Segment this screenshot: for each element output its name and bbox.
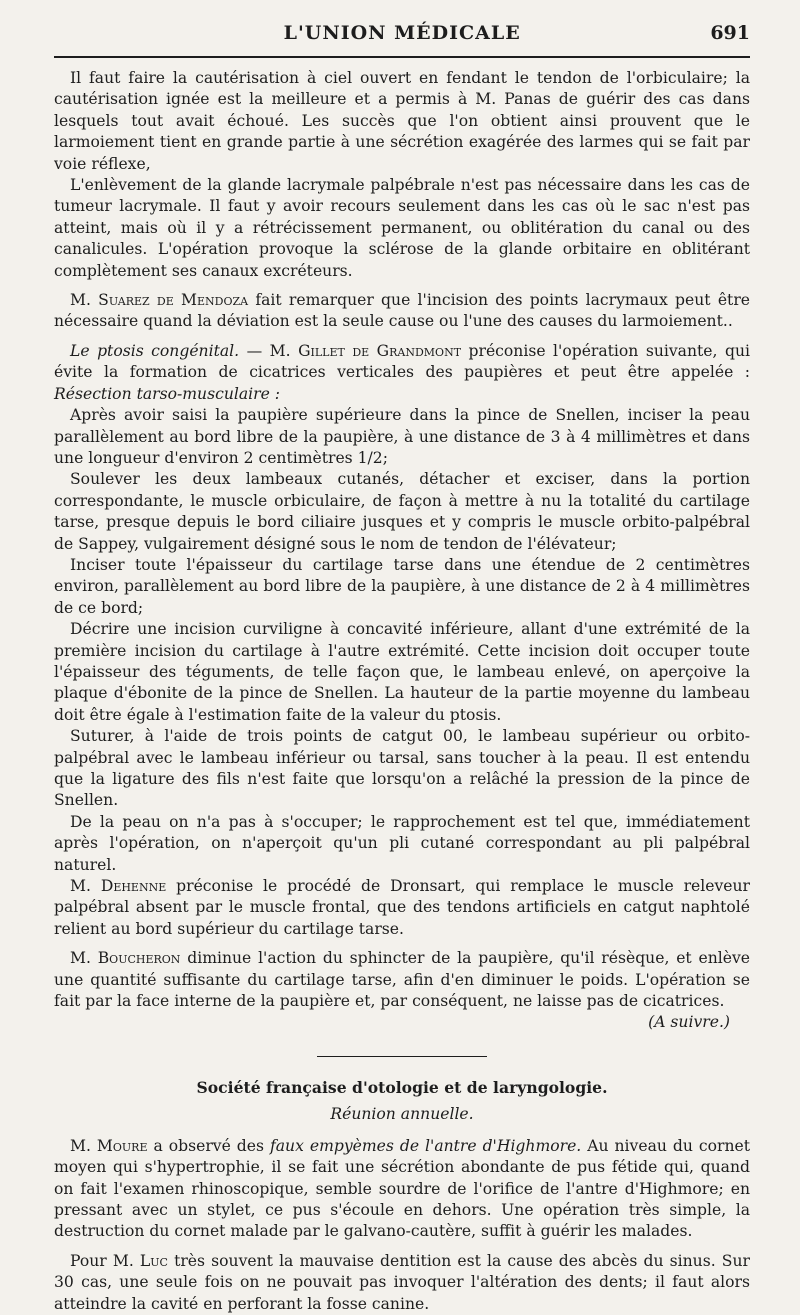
text: diminue l'action du sphincter de la paupière, qu'il résèque, et enlève une quantité suffisante du cartilage tarse, afin d'en diminuer le poids. L'opération se fait par la face interne de la paupière et, par conséquent, ne laisse pas de cicatrices. bbox=[54, 949, 750, 1011]
speaker-name: Luc bbox=[139, 1251, 168, 1270]
speaker-name: Moure bbox=[96, 1136, 148, 1155]
journal-title: L'UNION MÉDICALE bbox=[283, 22, 521, 44]
paragraph: Il faut faire la cautérisation à ciel ouvert en fendant le tendon de l'orbiculaire; la cautérisation ignée est la meilleure et a permis à M. Panas de guérir des cas dans lesquels tout avait échoué. Les succès que l'on obtient ainsi prouvent que le larmoiement tient en grande partie à une sécrétion exagérée des larmes qui se fait par voie réflexe, bbox=[54, 69, 750, 173]
paragraph: Suturer, à l'aide de trois points de catgut 00, le lambeau supérieur ou orbito-palpébral avec le lambeau inférieur ou tarsal, sans toucher à la peau. Il est entendu que la ligature des fils n'est faite que lorsqu'on a relâché la pression de la pince de Snellen. bbox=[54, 727, 750, 810]
paragraph bbox=[54, 341, 750, 405]
text: Pour M. bbox=[70, 1251, 140, 1270]
text: Au niveau du cornet moyen qui s'hypertrophie, il se fait une sécrétion abondante de pus fétide qui, quand on fait l'examen rhinoscopique, semble sourdre de l'orifice de l'antre d'Highmore; en pressant avec un stylet, ce pus s'écoule en dehors. Une opération très simple, la destruction du cornet malade par le galvano-cautère, suffit à guérir les malades. bbox=[54, 1136, 750, 1241]
text: très souvent la mauvaise dentition est la cause des abcès du sinus. Sur 30 cas, une seule fois on ne pouvait pas invoquer l'altération des dents; il faut alors atteindre la cavité en perforant la fosse canine. bbox=[54, 1251, 750, 1313]
paragraph bbox=[54, 1136, 750, 1243]
paragraph bbox=[54, 290, 750, 333]
text: M. bbox=[70, 1136, 97, 1155]
paragraph bbox=[54, 948, 750, 1012]
speaker-name: Suarez de Mendoza bbox=[98, 291, 249, 310]
topic-term: faux empyèmes de l'antre d'Highmore. bbox=[269, 1136, 582, 1155]
text: M. bbox=[70, 291, 99, 310]
text: M. bbox=[70, 949, 98, 968]
text: a observé des bbox=[147, 1136, 270, 1155]
continued-note: (A suivre.) bbox=[648, 1013, 730, 1032]
text: M. bbox=[70, 877, 101, 896]
text: préconise le procédé de Dronsart, qui remplace le muscle releveur palpébral absent par le muscle frontal, que des tendons artificiels en catgut naphtolé relient au bord supérieur du cartilage tarse. bbox=[54, 877, 750, 938]
header-rule bbox=[54, 56, 750, 58]
paragraph bbox=[54, 876, 750, 940]
running-header bbox=[54, 22, 750, 56]
paragraph: Soulever les deux lambeaux cutanés, détacher et exciser, dans la portion correspondante, le muscle orbiculaire, de façon à mettre à nu la totalité du cartilage tarse, presque depuis le bord ciliaire jusques et y compris le muscle orbito-palpébral de Sappey, vulgairement désigné sous le nom de tendon de l'élévateur; bbox=[54, 470, 750, 553]
page-number: 691 bbox=[710, 22, 750, 44]
text: fait remarquer que l'incision des points lacrymaux peut être nécessaire quand la déviation est la seule cause ou l'une des causes du larmoiement.. bbox=[54, 291, 750, 331]
speaker-name: Gillet de Grandmont bbox=[298, 341, 462, 360]
procedure-term: Résection tarso-musculaire : bbox=[54, 384, 281, 403]
paragraph: L'enlèvement de la glande lacrymale palpébrale n'est pas nécessaire dans les cas de tumeur lacrymale. Il faut y avoir recours seulement dans les cas où le sac n'est pas atteint, mais où il y a rétrécissement permanent, ou oblitération du canal ou des canalicules. L'opération provoque la sclérose de la glande orbitaire en oblitérant complètement ses canaux excréteurs. bbox=[54, 176, 750, 280]
speaker-name: Dehenne bbox=[100, 877, 167, 896]
speaker-name: Boucheron bbox=[97, 949, 181, 968]
article-body bbox=[54, 68, 750, 1315]
section-subtitle: Réunion annuelle. bbox=[330, 1105, 474, 1124]
paragraph: Décrire une incision curviligne à concavité inférieure, allant d'une extrémité de la première incision du cartilage à l'autre extrémité. Cette incision doit occuper toute l'épaisseur des téguments, de telle façon que, le lambeau enlevé, on aperçoive la plaque d'ébonite de la pince de Snellen. La hauteur de la partie moyenne du lambeau doit être égale à l'estimation faite de la valeur du ptosis. bbox=[54, 620, 750, 724]
topic-heading: Le ptosis congénital. bbox=[70, 341, 240, 360]
section-title: Société française d'otologie et de laryngologie. bbox=[196, 1077, 608, 1097]
section-rule bbox=[317, 1056, 487, 1057]
paragraph: De la peau on n'a pas à s'occuper; le rapprochement est tel que, immédiatement après l'opération, on n'aperçoit qu'un pli cutané correspondant au pli palpébral naturel. bbox=[54, 812, 750, 874]
text: préconise l'opération suivante, qui évite la formation de cicatrices verticales des paupières et peut être appelée : bbox=[54, 341, 750, 382]
paragraph bbox=[54, 1251, 750, 1315]
paragraph: Inciser toute l'épaisseur du cartilage tarse dans une étendue de 2 centimètres environ, parallèlement au bord libre de la paupière, à une distance de 2 à 4 millimètres de ce bord; bbox=[54, 555, 750, 617]
paragraph: Après avoir saisi la paupière supérieure dans la pince de Snellen, inciser la peau parallèlement au bord libre de la paupière, à une distance de 3 à 4 millimètres et dans une longueur d'environ 2 centimètres 1/2; bbox=[54, 406, 750, 467]
text: — M. bbox=[239, 341, 299, 360]
